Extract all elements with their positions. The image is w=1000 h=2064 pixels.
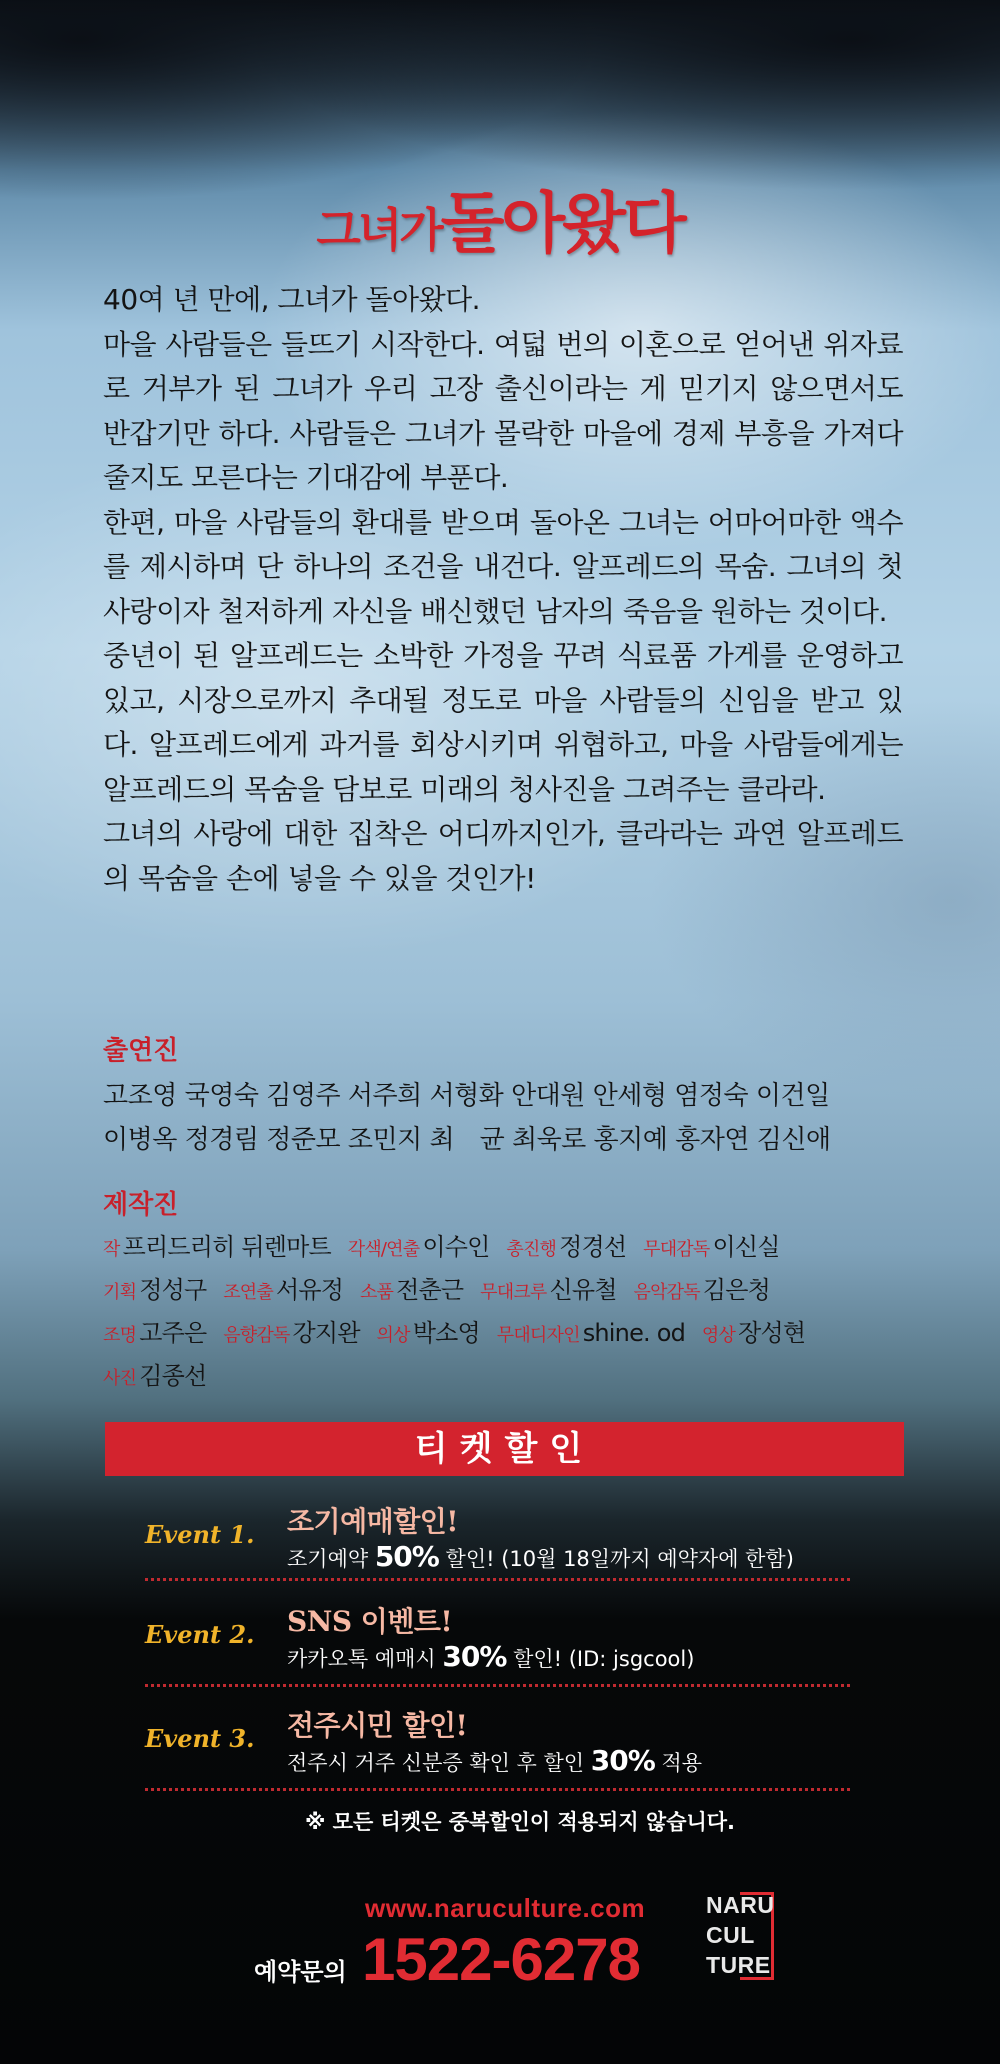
event-item bbox=[145, 1500, 855, 1573]
cast-line: 이병옥 정경림 정준모 조민지 최 균 최욱로 홍지예 홍자연 김신애 bbox=[103, 1125, 831, 1155]
event-title: 조기예매할인! bbox=[287, 1505, 459, 1538]
crew-role: 영상 bbox=[701, 1325, 736, 1346]
event-description bbox=[287, 1744, 702, 1777]
event-discount: 30% bbox=[590, 1744, 655, 1777]
crew-name: 이수인 bbox=[422, 1233, 490, 1261]
synopsis-paragraph: 40여 년 만에, 그녀가 돌아왔다. bbox=[103, 283, 481, 316]
cast-list bbox=[103, 1074, 913, 1162]
cast-heading: 출연진 bbox=[103, 1036, 179, 1066]
synopsis-paragraph: 한편, 마을 사람들의 환대를 받으며 돌아온 그녀는 어마어마한 액수를 제시하며 단 하나의 조건을 내건다. 알프레드의 목숨. 그녀의 첫사랑이자 철저하게 자신을 배신했던 남자의 죽음을 원하는 것이다. bbox=[103, 505, 903, 628]
crew-name: 서유정 bbox=[275, 1276, 344, 1304]
event-desc-text: 할인! (10월 18일까지 예약자에 한함) bbox=[438, 1547, 794, 1571]
naru-culture-logo bbox=[706, 1890, 775, 1986]
crew-role: 기획 bbox=[103, 1282, 137, 1303]
logo-text: NARU bbox=[706, 1892, 775, 1918]
crew-line bbox=[103, 1313, 923, 1356]
synopsis bbox=[103, 278, 903, 901]
crew-name: 전춘근 bbox=[396, 1276, 464, 1304]
event-desc-text: 할인! (ID: jsgcool) bbox=[506, 1647, 695, 1671]
crew-name: 김종선 bbox=[139, 1362, 207, 1390]
event-desc-text: 조기예약 bbox=[287, 1547, 375, 1571]
cast-line: 고조영 국영숙 김영주 서주희 서형화 안대원 안세형 염정숙 이건일 bbox=[103, 1081, 830, 1111]
crew-role: 무대크루 bbox=[480, 1282, 547, 1303]
crew-name: 고주은 bbox=[139, 1319, 207, 1347]
dotted-divider bbox=[145, 1684, 850, 1687]
crew-line bbox=[103, 1270, 923, 1313]
title-part-2: 돌아왔다 bbox=[440, 185, 684, 262]
crew-role: 음악감독 bbox=[633, 1282, 700, 1303]
event-label: Event 2. bbox=[145, 1620, 255, 1649]
play-title bbox=[0, 170, 1000, 265]
synopsis-paragraph: 마을 사람들은 들뜨기 시작한다. 여덟 번의 이혼으로 얻어낸 위자료로 거부가 된 그녀가 우리 고장 출신이라는 게 믿기지 않으면서도 반갑기만 하다. 사람들은 그녀가 몰락한 마을에 경제 부흥을 가져다 줄지도 모른다는 기대감에 부푼다. bbox=[103, 327, 903, 494]
website-link[interactable]: www.naruculture.com bbox=[365, 1893, 646, 1923]
crew-role: 무대디자인 bbox=[496, 1325, 580, 1346]
crew-role: 의상 bbox=[376, 1325, 410, 1346]
event-desc-text: 적용 bbox=[654, 1751, 703, 1775]
crew-name: 프리드리히 뒤렌마트 bbox=[122, 1233, 331, 1261]
crew-name: shine. od bbox=[582, 1319, 686, 1347]
dotted-divider bbox=[145, 1788, 850, 1791]
event-discount: 30% bbox=[442, 1640, 507, 1673]
crew-name: 신유철 bbox=[549, 1276, 617, 1304]
crew-name: 김은청 bbox=[702, 1276, 771, 1304]
event-title: 전주시민 할인! bbox=[287, 1709, 468, 1742]
crew-role: 작 bbox=[103, 1239, 120, 1260]
event-item bbox=[145, 1704, 855, 1777]
synopsis-paragraph: 그녀의 사랑에 대한 집착은 어디까지인가, 클라라는 과연 알프레드의 목숨을 손에 넣을 수 있을 것인가! bbox=[103, 817, 903, 895]
crew-role: 무대감독 bbox=[643, 1239, 710, 1260]
crew-role: 소품 bbox=[359, 1282, 394, 1303]
crew-name: 박소영 bbox=[412, 1319, 480, 1347]
dotted-divider bbox=[145, 1578, 850, 1581]
event-desc-text: 카카오톡 예매시 bbox=[287, 1647, 443, 1671]
title-part-1: 그녀가 bbox=[316, 203, 441, 257]
event-label: Event 1. bbox=[145, 1520, 255, 1549]
event-description bbox=[287, 1540, 794, 1573]
reservation-phone[interactable]: 1522-6278 bbox=[362, 1926, 640, 1993]
crew-line bbox=[103, 1227, 923, 1270]
crew-role: 조연출 bbox=[223, 1282, 273, 1303]
crew-line bbox=[103, 1356, 923, 1399]
synopsis-paragraph: 중년이 된 알프레드는 소박한 가정을 꾸려 식료품 가게를 운영하고 있고, 시장으로까지 추대될 정도로 마을 사람들의 신임을 받고 있다. 알프레드에게 과거를 회상시키며 위협하고, 마을 사람들에게는 알프레드의 목숨을 담보로 미래의 청사진을 그려주는 클라라. bbox=[103, 639, 903, 806]
crew-name: 정성구 bbox=[139, 1276, 207, 1304]
reservation-label: 예약문의 bbox=[254, 1958, 347, 1986]
ticket-discount-banner: 티켓할인 bbox=[105, 1422, 904, 1476]
event-item bbox=[145, 1600, 855, 1673]
crew-name: 강지완 bbox=[292, 1319, 360, 1347]
logo-text: CUL bbox=[706, 1922, 755, 1948]
crew-role: 사진 bbox=[103, 1368, 137, 1389]
crew-role: 음향감독 bbox=[223, 1325, 290, 1346]
logo-text: TURE bbox=[706, 1952, 771, 1978]
crew-role: 각색/연출 bbox=[347, 1239, 420, 1260]
crew-heading: 제작진 bbox=[103, 1190, 179, 1220]
event-discount: 50% bbox=[374, 1540, 439, 1573]
crew-name: 정경선 bbox=[559, 1233, 627, 1261]
crew-name: 장성현 bbox=[738, 1319, 806, 1347]
crew-list bbox=[103, 1227, 923, 1399]
crew-role: 조명 bbox=[103, 1325, 137, 1346]
crew-name: 이신실 bbox=[712, 1233, 780, 1261]
event-description bbox=[287, 1640, 694, 1673]
discount-notice: ※ 모든 티켓은 중복할인이 적용되지 않습니다. bbox=[304, 1810, 736, 1834]
event-desc-text: 전주시 거주 신분증 확인 후 할인 bbox=[287, 1751, 591, 1775]
event-title: SNS 이벤트! bbox=[287, 1605, 453, 1638]
event-label: Event 3. bbox=[145, 1724, 255, 1753]
crew-role: 총진행 bbox=[506, 1239, 557, 1260]
